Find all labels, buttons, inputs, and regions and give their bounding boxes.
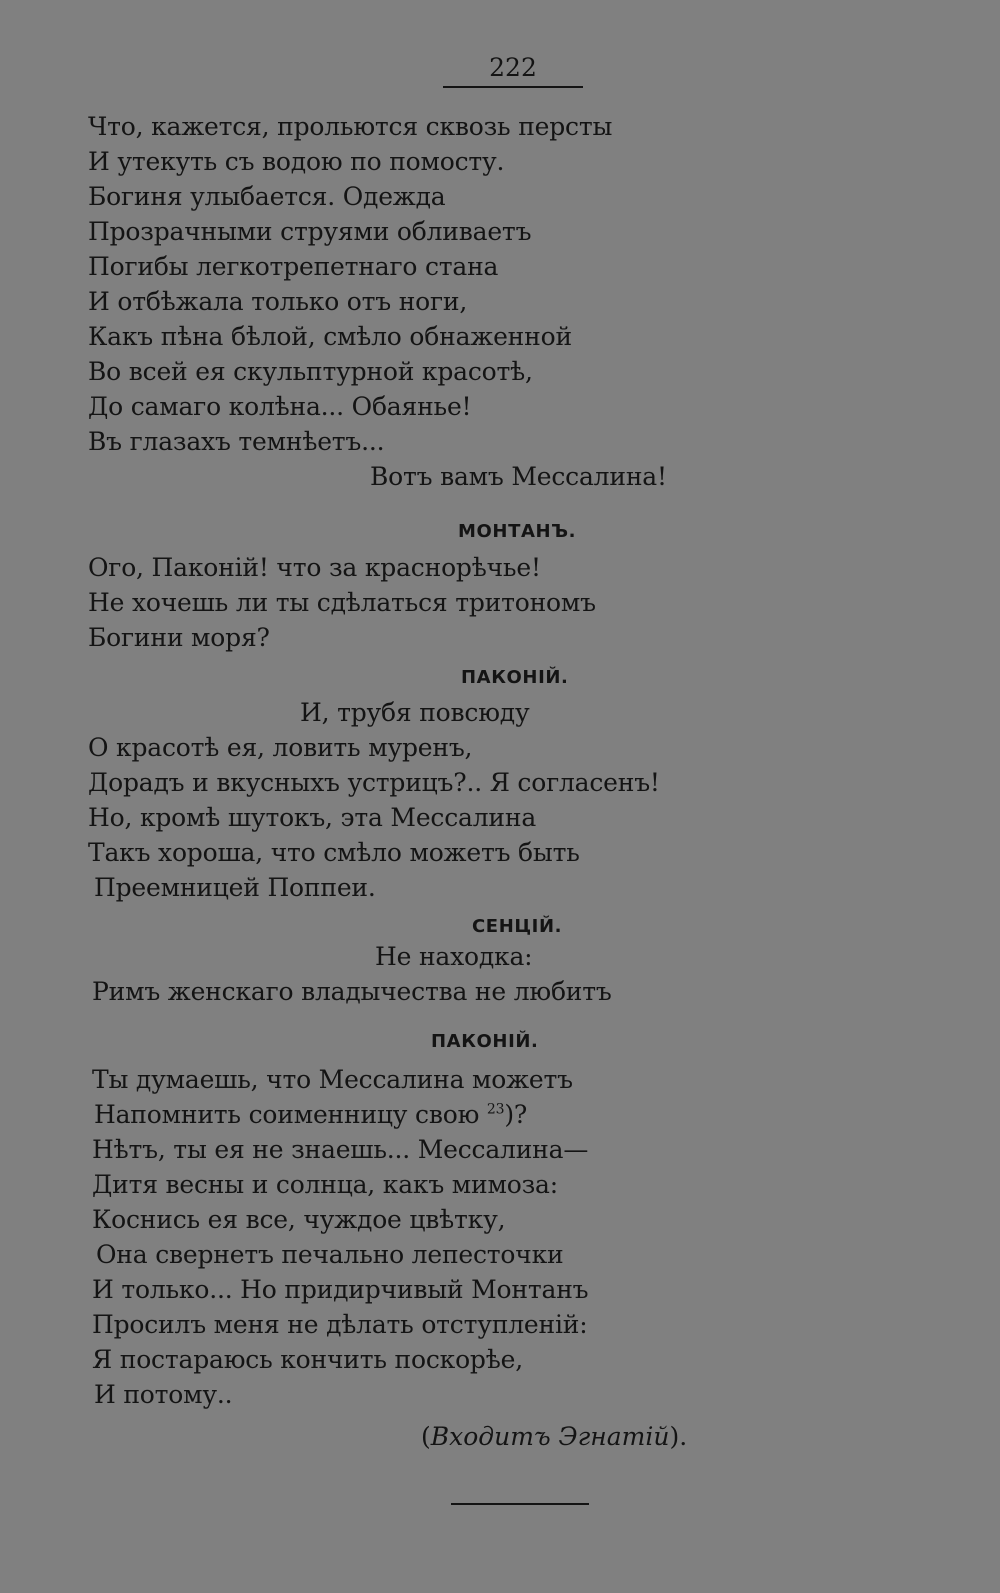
footer-rule: [451, 1503, 589, 1505]
verse-line: Во всей ея скульптурной красотѣ,: [88, 357, 533, 386]
verse-line: Вотъ вамъ Мессалина!: [370, 462, 667, 491]
speaker-name: ПАКОНІЙ.: [461, 667, 569, 688]
verse-text: Напомнить соименницу свою: [94, 1100, 487, 1129]
verse-line: И отбѣжала только отъ ноги,: [88, 287, 468, 316]
verse-line: Ого, Паконій! что за краснорѣчье!: [88, 553, 541, 582]
verse-line: Римъ женскаго владычества не любитъ: [92, 977, 612, 1006]
verse-line: Не хочешь ли ты сдѣлаться тритономъ: [88, 588, 596, 617]
stage-direction: [421, 1422, 687, 1452]
verse-line: Дорадъ и вкусныхъ устрицъ?.. Я согласенъ!: [88, 768, 660, 797]
verse-line: Просилъ меня не дѣлать отступленій:: [92, 1310, 588, 1339]
speaker-name: МОНТАНЪ.: [458, 521, 577, 542]
verse-line: Богиня улыбается. Одежда: [88, 182, 446, 211]
footnote-marker: 23: [486, 1101, 505, 1118]
verse-line: Не находка:: [375, 942, 533, 971]
page-number: 222: [489, 53, 537, 82]
verse-line: Прозрачными струями обливаетъ: [88, 217, 532, 246]
header-rule: [443, 86, 583, 88]
verse-line: Такъ хороша, что смѣло можетъ быть: [88, 838, 580, 867]
verse-line: Дитя весны и солнца, какъ мимоза:: [92, 1170, 558, 1199]
verse-line: Я постараюсь кончить поскорѣе,: [92, 1345, 523, 1374]
speaker-name: СЕНЦІЙ.: [472, 916, 563, 937]
stage-paren-close: ).: [669, 1422, 688, 1451]
verse-line: Какъ пѣна бѣлой, смѣло обнаженной: [88, 322, 572, 351]
verse-line: Въ глазахъ темнѣетъ...: [88, 427, 385, 456]
verse-line: И только... Но придирчивый Монтанъ: [92, 1275, 589, 1304]
verse-line: Ты думаешь, что Мессалина можетъ: [92, 1065, 573, 1094]
verse-line: Она свернетъ печально лепесточки: [96, 1240, 564, 1269]
verse-line: Нѣтъ, ты ея не знаешь... Мессалина—: [92, 1135, 589, 1164]
verse-line: Коснись ея все, чуждое цвѣтку,: [92, 1205, 506, 1234]
verse-line: И утекуть съ водою по помосту.: [88, 147, 505, 176]
verse-line: [94, 1100, 527, 1130]
verse-line: До самаго колѣна... Обаянье!: [88, 392, 472, 421]
verse-line: Что, кажется, прольются сквозь персты: [88, 112, 613, 141]
verse-line: Погибы легкотрепетнаго стана: [88, 252, 499, 281]
verse-line: О красотѣ ея, ловить муренъ,: [88, 733, 473, 762]
verse-line: И, трубя повсюду: [300, 698, 530, 727]
verse-line: Богини моря?: [88, 623, 270, 652]
stage-direction-text: Входитъ Эгнатій: [430, 1422, 670, 1451]
verse-line: Преемницей Поппеи.: [94, 873, 376, 902]
verse-line: И потому..: [94, 1380, 233, 1409]
speaker-name: ПАКОНІЙ.: [431, 1031, 539, 1052]
verse-text: )?: [504, 1100, 528, 1129]
verse-line: Но, кромѣ шутокъ, эта Мессалина: [88, 803, 537, 832]
stage-paren-open: (: [421, 1422, 431, 1451]
